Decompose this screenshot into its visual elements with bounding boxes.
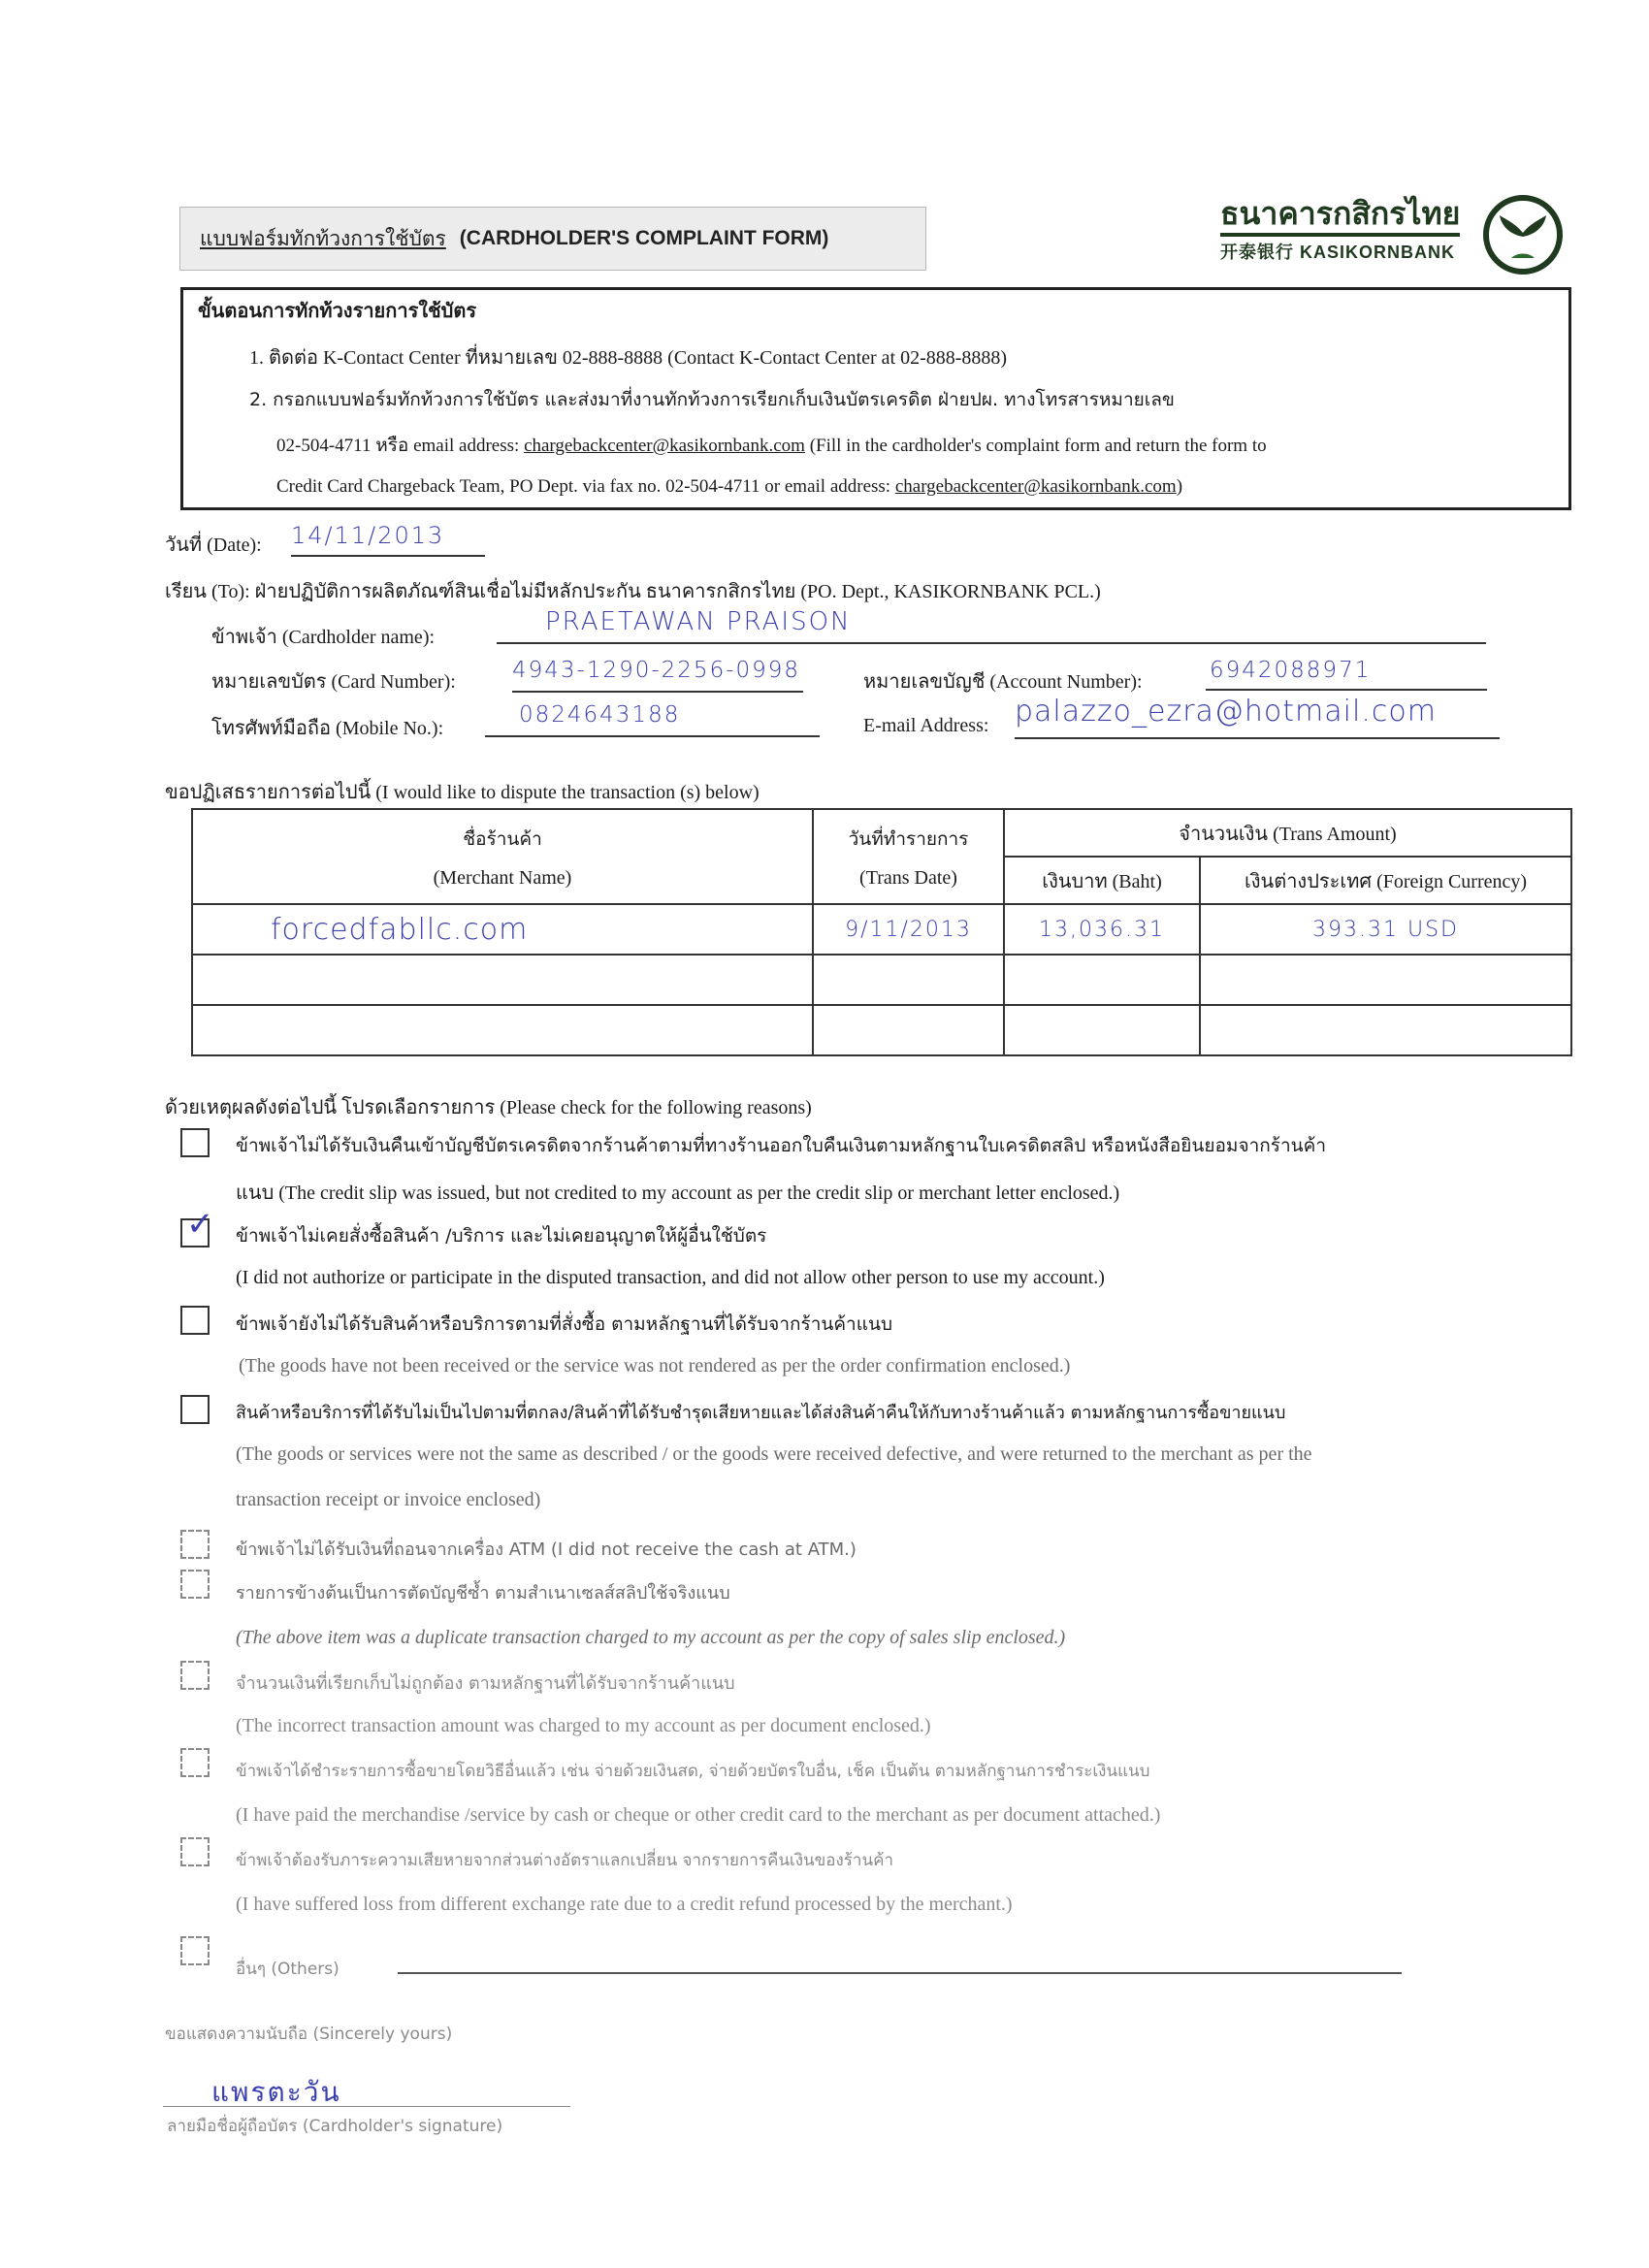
merchant-cell[interactable]: forcedfabllc.com (192, 904, 813, 955)
cardholder-name-label: ข้าพเจ้า (Cardholder name): (211, 627, 436, 648)
reason-text-english: แนบ (The credit slip was issued, but not credited to my account as per the credit slip or merchant letter enclosed.) (236, 1183, 1120, 1204)
transaction-table (191, 808, 1572, 1056)
reason-text-english: (I have paid the merchandise /service by cash or cheque or other credit card to the merchant as per document attached.) (236, 1804, 1161, 1826)
instruction-step-2-line-3 (276, 476, 1182, 498)
reason-checkbox-others[interactable] (180, 1936, 210, 1965)
signature-label: ลายมือชื่อผู้ถือบัตร (Cardholder's signature) (167, 2117, 503, 2136)
others-input-line[interactable] (398, 1972, 1402, 1974)
baht-cell[interactable]: 13,036.31 (1004, 904, 1200, 955)
email-field[interactable]: palazzo_ezra@hotmail.com (1015, 695, 1500, 739)
step-2-english-text: (Fill in the cardholder's complaint form and return the form to (804, 436, 1267, 456)
reason-text-english: (The goods have not been received or the service was not rendered as per the order confirmation enclosed.) (239, 1355, 1071, 1377)
reason-text-thai: รายการข้างต้นเป็นการตัดบัญชีซ้ำ ตามสำเนาเซลส์สลิปใช้จริงแนบ (236, 1583, 730, 1604)
merchant-cell[interactable] (192, 1005, 813, 1055)
foreign-currency-cell[interactable] (1200, 955, 1571, 1005)
email-label: E-mail Address: (863, 715, 989, 736)
trans-date-cell[interactable] (813, 955, 1004, 1005)
reason-text-english: (The incorrect transaction amount was charged to my account as per document enclosed.) (236, 1715, 931, 1736)
table-row (192, 904, 1571, 955)
instruction-step-2-line-2 (276, 431, 1267, 460)
trans-date-header-english: (Trans Date) (859, 866, 957, 889)
reason-text-thai: จำนวนเงินที่เรียกเก็บไม่ถูกต้อง ตามหลักฐานที่ได้รับจากร้านค้าแนบ (236, 1673, 735, 1694)
table-row (192, 955, 1571, 1005)
chargeback-email-link[interactable]: chargebackcenter@kasikornbank.com (524, 436, 805, 456)
baht-header: เงินบาท (Baht) (1004, 857, 1200, 904)
recipient-line: เรียน (To): ฝ่ายปฏิบัติการผลิตภัณฑ์สินเชื่อไม่มีหลักประกัน ธนาคารกสิกรไทย (PO. Dept., KASIKORNBANK PCL.) (165, 581, 1101, 602)
reason-checkbox-goods-not-received[interactable] (180, 1306, 210, 1335)
reason-text-thai: สินค้าหรือบริการที่ได้รับไม่เป็นไปตามที่ตกลง/สินค้าที่ได้รับชำรุดเสียหายและได้ส่งสินค้าคืนให้กับทางร้านค้าแล้ว ตามหลักฐานการซื้อขายแนบ (236, 1403, 1286, 1423)
reason-text-english-cont: transaction receipt or invoice enclosed) (236, 1489, 541, 1510)
instruction-step-1: 1. ติดต่อ K-Contact Center ที่หมายเลข 02-888-8888 (Contact K-Contact Center at 02-888-8888) (249, 347, 1008, 369)
date-label: วันที่ (Date): (165, 535, 262, 556)
merchant-header (192, 809, 813, 904)
table-row (192, 1005, 1571, 1055)
mobile-field[interactable]: 0824643188 (485, 702, 820, 737)
foreign-currency-header: เงินต่างประเทศ (Foreign Currency) (1200, 857, 1571, 904)
trans-date-cell[interactable] (813, 1005, 1004, 1055)
date-field[interactable]: 14/11/2013 (291, 522, 485, 557)
chargeback-email-link-2[interactable]: chargebackcenter@kasikornbank.com (894, 476, 1177, 497)
closing-paren: ) (1176, 476, 1183, 497)
merchant-header-english: (Merchant Name) (433, 866, 572, 889)
reason-checkbox-goods-defective[interactable] (180, 1395, 210, 1424)
merchant-header-thai: ชื่อร้านค้า (463, 827, 542, 850)
table-header-row (192, 809, 1571, 857)
card-number-label: หมายเลขบัตร (Card Number): (211, 671, 456, 693)
reason-text-english: (The above item was a duplicate transaction charged to my account as per the copy of sales slip enclosed.) (236, 1627, 1066, 1648)
mobile-label: โทรศัพท์มือถือ (Mobile No.): (211, 718, 444, 739)
reason-checkbox-exchange-rate-loss[interactable] (180, 1837, 210, 1866)
cardholder-name-field[interactable]: PRAETAWAN PRAISON (497, 607, 1486, 644)
card-number-field[interactable]: 4943-1290-2256-0998 (512, 658, 803, 693)
dispute-intro: ขอปฏิเสธรายการต่อไปนี้ (I would like to dispute the transaction (s) below) (165, 782, 760, 803)
reasons-intro: ด้วยเหตุผลดังต่อไปนี้ โปรดเลือกรายการ (Please check for the following reasons) (165, 1097, 812, 1118)
account-number-field[interactable]: 6942088971 (1206, 658, 1487, 691)
form-title-thai: แบบฟอร์มทักท้วงการใช้บัตร (200, 226, 446, 250)
trans-date-header (813, 809, 1004, 904)
bank-logo-thai: ธนาคารกสิกรไทย (1220, 194, 1460, 237)
foreign-currency-cell[interactable]: 393.31 USD (1200, 904, 1571, 955)
reason-checkbox-incorrect-amount[interactable] (180, 1661, 210, 1690)
instructions-title: ขั้นตอนการทักท้วงรายการใช้บัตร (198, 299, 477, 322)
reason-text-thai: ข้าพเจ้าไม่เคยสั่งซื้อสินค้า /บริการ และไม่เคยอนุญาตให้ผู้อื่นใช้บัตร (236, 1225, 767, 1247)
trans-date-cell[interactable]: 9/11/2013 (813, 904, 1004, 955)
kasikornbank-leaf-logo-icon (1482, 194, 1564, 275)
instruction-step-2-line-1: 2. กรอกแบบฟอร์มทักท้วงการใช้บัตร และส่งมาที่งานทักท้วงการเรียกเก็บเงินบัตรเครดิต ฝ่ายปผ. ทางโทรสารหมายเลข (249, 389, 1175, 410)
reason-checkbox-paid-other-means[interactable] (180, 1748, 210, 1777)
signature-line (163, 2106, 570, 2107)
reason-checkbox-not-authorized[interactable] (180, 1207, 214, 1247)
reason-checkbox-duplicate[interactable] (180, 1570, 210, 1599)
reason-text-thai: ข้าพเจ้าไม่ได้รับเงินคืนเข้าบัญชีบัตรเครดิตจากร้านค้าตามที่ทางร้านออกใบคืนเงินตามหลักฐานใบเครดิตสลิป หรือหนังสือยินยอมจากร้านค้า (236, 1135, 1327, 1156)
amount-header: จำนวนเงิน (Trans Amount) (1004, 809, 1571, 857)
reason-text-english: (I have suffered loss from different exchange rate due to a credit refund processed by the merchant.) (236, 1894, 1013, 1915)
form-title-english: (CARDHOLDER'S COMPLAINT FORM) (459, 227, 829, 249)
reason-text-thai: ข้าพเจ้ายังไม่ได้รับสินค้าหรือบริการตามที่สั่งซื้อ ตามหลักฐานที่ได้รับจากร้านค้าแนบ (236, 1313, 893, 1335)
foreign-currency-cell[interactable] (1200, 1005, 1571, 1055)
account-number-label: หมายเลขบัญชี (Account Number): (863, 671, 1143, 693)
step-2-fax-text: 02-504-4711 หรือ email address: (276, 436, 525, 456)
checkmark-icon: ✓ (186, 1207, 214, 1243)
cardholder-signature: แพรตะวัน (211, 2076, 341, 2108)
reason-checkbox-atm-cash[interactable] (180, 1530, 210, 1559)
form-title-box (179, 207, 926, 271)
reason-text-english: (The goods or services were not the same as described / or the goods were received defective, and were returned to the merchant as per the (236, 1443, 1312, 1465)
bank-logo-english: 开泰银行 KASIKORNBANK (1220, 243, 1455, 262)
trans-date-header-thai: วันที่ทำรายการ (848, 827, 969, 850)
reason-text-thai: ข้าพเจ้าได้ชำระรายการซื้อขายโดยวิธีอื่นแล้ว เช่น จ่ายด้วยเงินสด, จ่ายด้วยบัตรใบอื่น, เช็ค เป็นต้น ตามหลักฐานการชำระเงินแนบ (236, 1762, 1150, 1781)
step-2-english-text-cont: Credit Card Chargeback Team, PO Dept. via fax no. 02-504-4711 or email address: (276, 476, 895, 497)
merchant-cell[interactable] (192, 955, 813, 1005)
reason-text-thai: ข้าพเจ้าไม่ได้รับเงินที่ถอนจากเครื่อง ATM (I did not receive the cash at ATM.) (236, 1539, 857, 1560)
baht-cell[interactable] (1004, 955, 1200, 1005)
sincerely-text: ขอแสดงความนับถือ (Sincerely yours) (165, 2025, 453, 2044)
reason-checkbox-credit-not-received[interactable] (180, 1128, 210, 1157)
reason-text-english: (I did not authorize or participate in the disputed transaction, and did not allow other person to use my account.) (236, 1267, 1105, 1288)
reason-text-thai: อื่นๆ (Others) (236, 1960, 340, 1979)
reason-text-thai: ข้าพเจ้าต้องรับภาระความเสียหายจากส่วนต่างอัตราแลกเปลี่ยน จากรายการคืนเงินของร้านค้า (236, 1851, 894, 1870)
baht-cell[interactable] (1004, 1005, 1200, 1055)
